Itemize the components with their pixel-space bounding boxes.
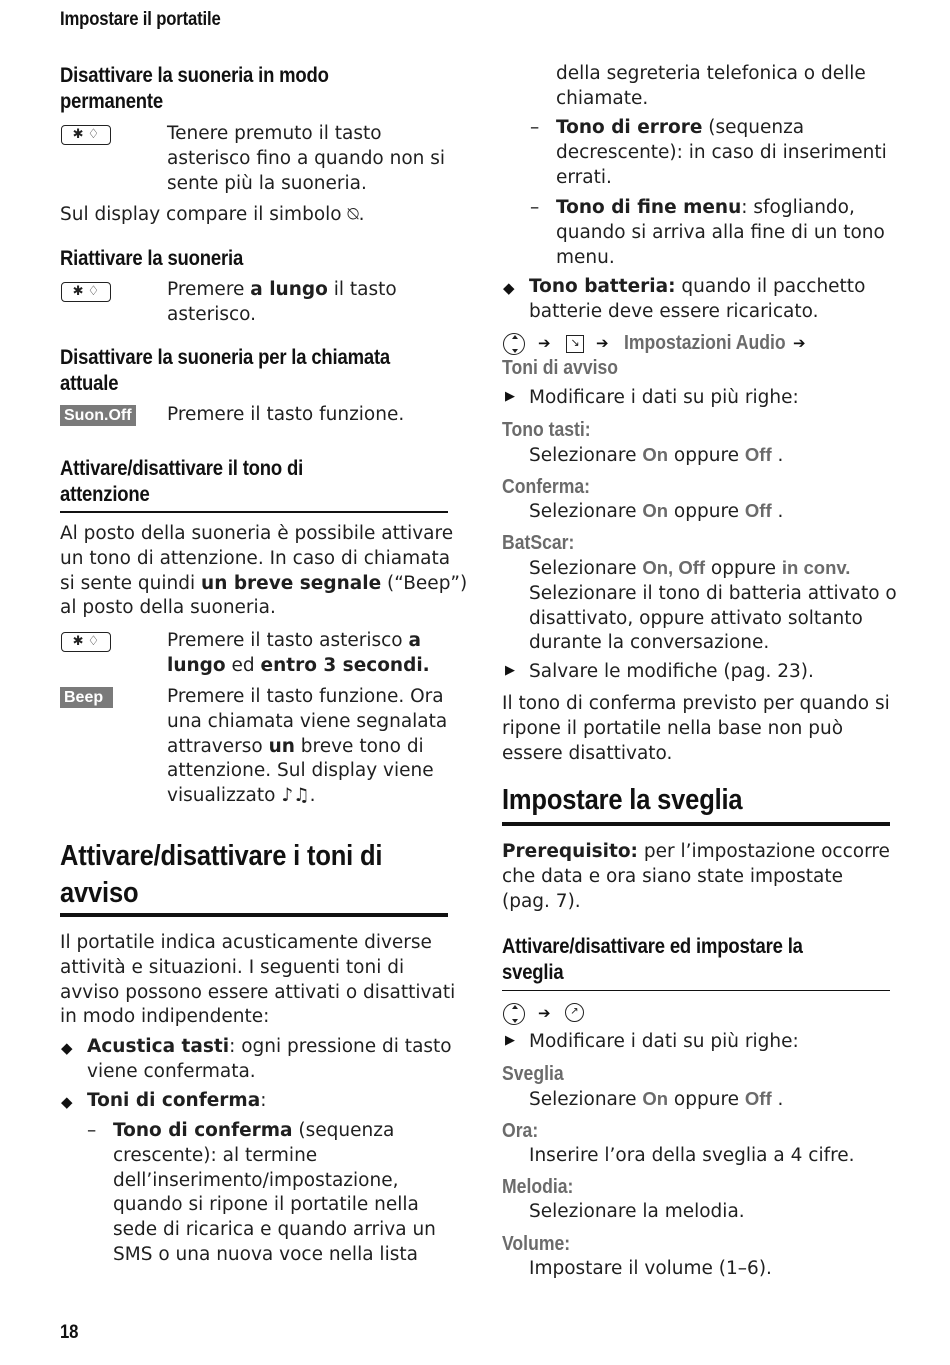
arrow-right-icon: ➔ <box>596 334 609 352</box>
melodia-instruction: Selezionare la melodia. <box>529 1201 745 1222</box>
tono-batteria-item: Tono batteria: quando il pacchetto batterie deve essere ricaricato. <box>529 276 866 322</box>
riattivare-instruction: Premere a lungo il tasto asterisco. <box>167 279 397 325</box>
label-volume: Volume: <box>502 1233 571 1255</box>
heading-impostare-sveglia: Impostare la sveglia <box>502 784 743 816</box>
running-header: Impostare il portatile <box>60 9 221 30</box>
beep-softkey: Beep <box>60 687 113 708</box>
label-conferma: Conferma: <box>502 476 591 498</box>
section-rule-thick <box>60 913 448 917</box>
label-tono-tasti: Tono tasti: <box>502 419 591 441</box>
menu-item-toni-avviso: Toni di avviso <box>502 357 619 379</box>
alarm-clock-icon: ↗ <box>565 1003 584 1022</box>
continued-text: della segreteria telefonica o delle chiamate. <box>556 63 866 109</box>
star-key-icon: ✱ ♢ <box>61 125 111 145</box>
salvare-instruction: Salvare le modifiche (pag. 23). <box>529 661 814 682</box>
volume-instruction: Impostare il volume (1–6). <box>529 1258 772 1279</box>
acustica-tasti-item: Acustica tasti: ogni pressione di tasto viene confermata. <box>87 1036 452 1082</box>
diamond-bullet-icon: ◆ <box>61 1093 73 1111</box>
diamond-bullet-icon: ◆ <box>503 279 515 297</box>
settings-menu-icon: ↘ <box>566 335 584 353</box>
dash-bullet: – <box>530 197 540 218</box>
star-key-icon: ✱ ♢ <box>61 632 111 652</box>
suon-off-softkey: Suon.Off <box>60 405 136 426</box>
arrow-right-icon: ➔ <box>793 334 806 352</box>
suonoff-instruction: Premere il tasto funzione. <box>167 404 405 425</box>
dash-bullet: – <box>530 117 540 138</box>
section-rule <box>60 511 448 513</box>
star-key-icon: ✱ ♢ <box>61 282 111 302</box>
menu-item-impostazioni-audio: Impostazioni Audio <box>624 332 786 354</box>
heading-disattivare-permanente: Disattivare la suoneria in modo permanente <box>60 64 329 113</box>
triangle-bullet-icon: ▶ <box>505 1033 515 1048</box>
tono-conferma-item: Tono di conferma (sequenza crescente): al termine dell’inserimento/impostazione, quando si ripone il portatile nella sede di ricarica e quando arriva un SMS o una nuova voce nella lista <box>113 1120 436 1265</box>
section-rule <box>502 990 890 991</box>
tono-errore-item: Tono di errore (sequenza decrescente): in caso di inserimenti errati. <box>556 117 887 188</box>
diamond-bullet-icon: ◆ <box>61 1039 73 1057</box>
page-number: 18 <box>60 1322 79 1343</box>
heading-att-sveglia: Attivare/disattivare ed impostare la sveglia <box>502 935 803 984</box>
perm-display-note: Sul display compare il simbolo ⍉. <box>60 204 365 225</box>
modificare-instruction: Modificare i dati su più righe: <box>529 387 799 408</box>
arrow-right-icon: ➔ <box>538 334 551 352</box>
heading-toni-avviso: Attivare/disattivare i toni di avviso <box>60 840 383 909</box>
toni-paragraph: Il portatile indica acusticamente diverse attività e situazioni. I seguenti toni di avviso possono essere attivati o disattivati in modo indipendente: <box>60 932 456 1028</box>
perm-instruction: Tenere premuto il tasto asterisco fino a quando non si sente più la suoneria. <box>167 123 446 194</box>
navigation-key-icon <box>503 1003 525 1025</box>
ringer-off-icon: ⍉. <box>347 204 365 225</box>
tono-tasti-selection: Selezionare On oppure Off . <box>529 444 784 466</box>
tono-fine-menu-item: Tono di fine menu: sfogliando, quando si arriva alla fine di un tono menu. <box>556 197 885 268</box>
triangle-bullet-icon: ▶ <box>505 663 515 678</box>
modificare-instruction: Modificare i dati su più righe: <box>529 1031 799 1052</box>
heading-riattivare: Riattivare la suoneria <box>60 247 244 270</box>
label-batscar: BatScar: <box>502 532 575 554</box>
label-sveglia: Sveglia <box>502 1063 564 1085</box>
label-melodia: Melodia: <box>502 1176 574 1198</box>
conferma-selection: Selezionare On oppure Off . <box>529 500 784 522</box>
triangle-bullet-icon: ▶ <box>505 389 515 404</box>
arrow-right-icon: ➔ <box>538 1004 551 1022</box>
ora-instruction: Inserire l’ora della sveglia a 4 cifre. <box>529 1145 855 1166</box>
dash-bullet: – <box>87 1120 97 1141</box>
batscar-selection: Selezionare On, Off oppure in conv. Selezionare il tono di batteria attivato o disattivato, oppure attivato soltanto durante la conversazione. <box>529 557 897 654</box>
sveglia-selection: Selezionare On oppure Off . <box>529 1088 784 1110</box>
label-ora: Ora: <box>502 1120 539 1142</box>
prerequisito-paragraph: Prerequisito: per l’impostazione occorre che data e ora siano state impostate (pag. 7). <box>502 841 890 912</box>
section-rule-thick <box>502 822 890 826</box>
navigation-key-icon <box>503 333 525 355</box>
attenzione-paragraph: Al posto della suoneria è possibile attivare un tono di attenzione. In caso di chiamata si sente quindi un breve segnale (“Beep”) al posto della suoneria. <box>60 523 468 619</box>
conferma-paragraph: Il tono di conferma previsto per quando si ripone il portatile nella base non può essere disattivato. <box>502 693 890 764</box>
toni-conferma-item: Toni di conferma: <box>87 1090 267 1111</box>
beep-instruction: Premere il tasto funzione. Ora una chiamata viene segnalata attraverso un breve tono di attenzione. Sul display viene visualizzato ♪♫. <box>167 686 448 807</box>
attenzione-key-instruction: Premere il tasto asterisco a lungo ed entro 3 secondi. <box>167 630 430 676</box>
heading-tono-attenzione: Attivare/disattivare il tono di attenzione <box>60 457 304 506</box>
heading-disattivare-chiamata: Disattivare la suoneria per la chiamata attuale <box>60 346 391 395</box>
